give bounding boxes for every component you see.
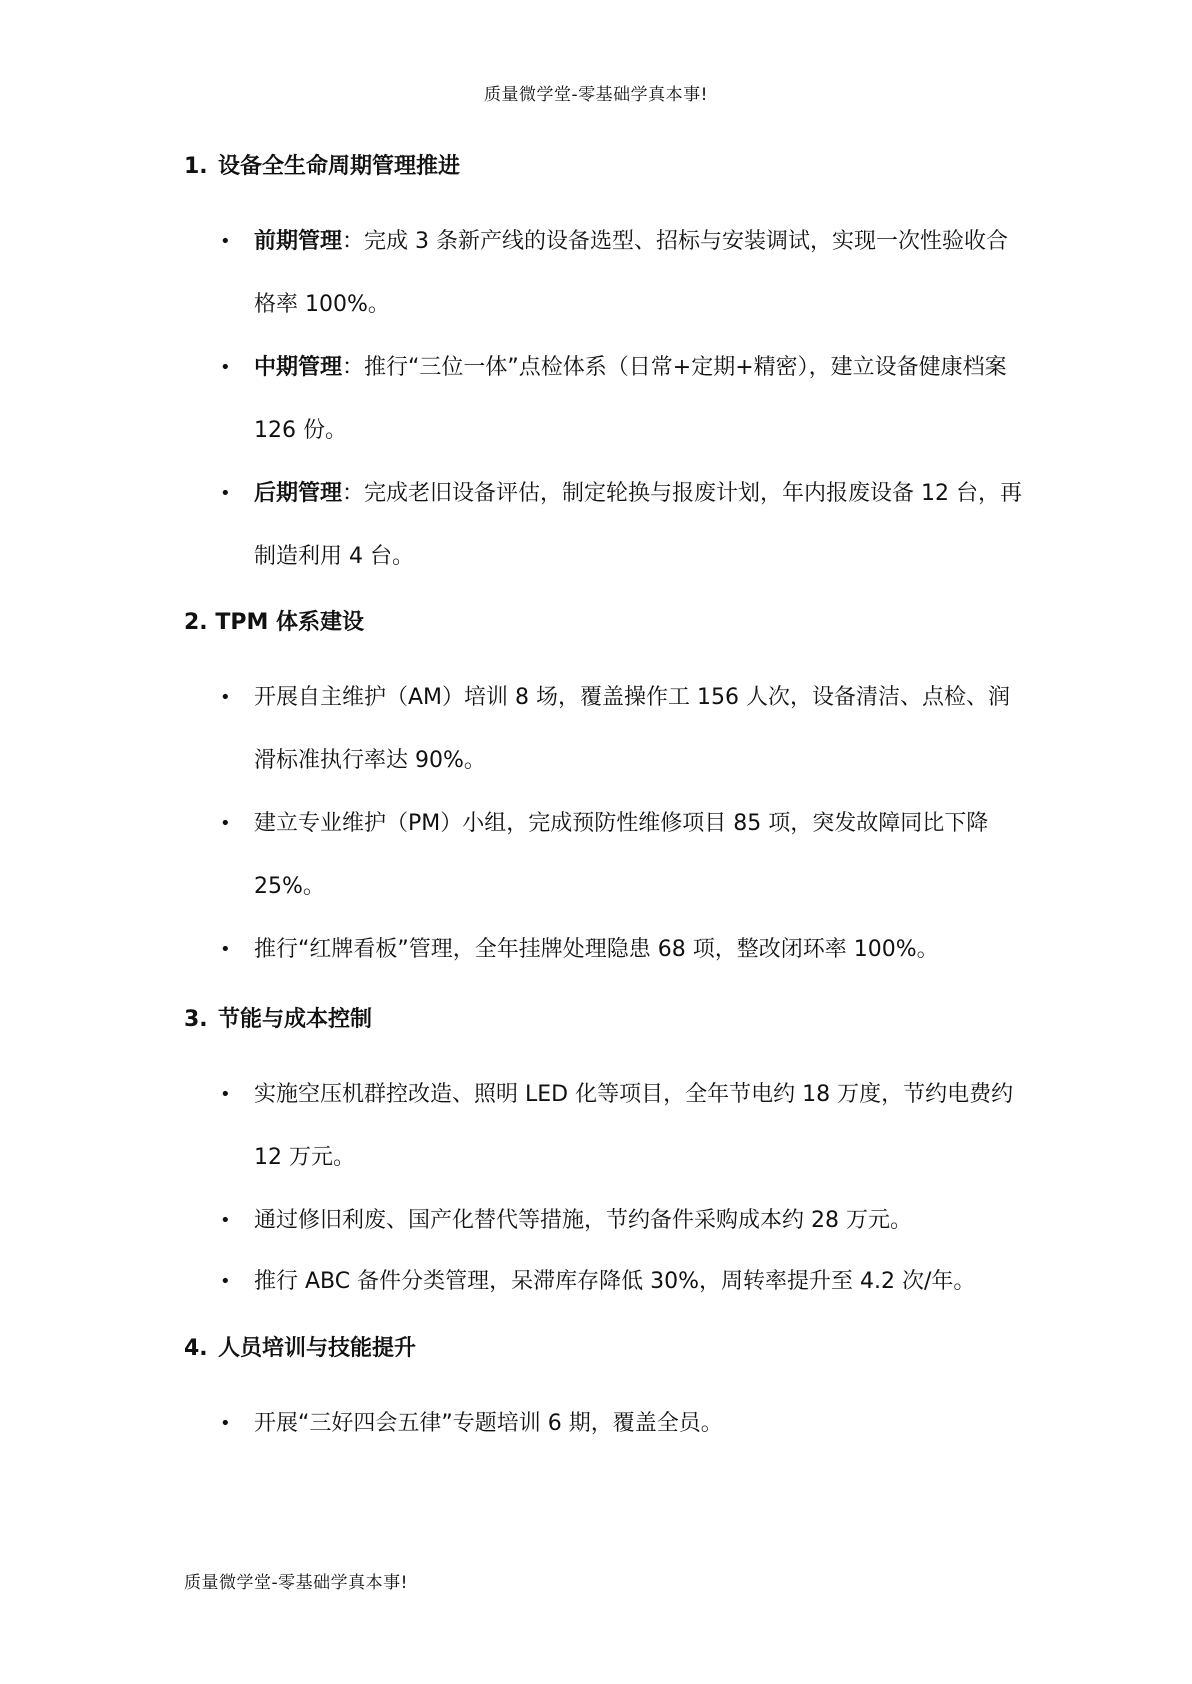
item-text: 开展自主维护（AM）培训 8 场，覆盖操作工 156 人次，设备清洁、点检、润滑标准执行率达 90%。 <box>254 685 1010 773</box>
bullet-icon: • <box>220 687 231 708</box>
item-text: ：完成老旧设备评估，制定轮换与报废计划，年内报废设备 12 台，再制造利用 4 台。 <box>254 481 1022 569</box>
bullet-list <box>184 1063 1024 1314</box>
bullet-icon: • <box>220 1210 231 1231</box>
bullet-icon: • <box>220 1271 231 1292</box>
item-text: 推行 ABC 备件分类管理，呆滞库存降低 30%，周转率提升至 4.2 次/年。 <box>254 1269 976 1294</box>
item-lead: 中期管理 <box>254 355 343 380</box>
list-item <box>184 1063 1024 1189</box>
page-footer: 质量微学堂-零基础学真本事! <box>184 1573 408 1593</box>
item-text: 开展“三好四会五律”专题培训 6 期，覆盖全员。 <box>254 1411 723 1436</box>
item-lead: 前期管理 <box>254 229 343 254</box>
section-number: 3. <box>184 1007 208 1032</box>
bullet-icon: • <box>220 1413 231 1434</box>
item-text: 推行“红牌看板”管理，全年挂牌处理隐患 68 项，整改闭环率 100%。 <box>254 937 939 962</box>
item-text: 实施空压机群控改造、照明 LED 化等项目，全年节电约 18 万度，节约电费约 12 万元。 <box>254 1082 1014 1170</box>
section-4 <box>184 1332 1024 1455</box>
bullet-icon: • <box>220 483 231 504</box>
section-title <box>184 1003 1024 1037</box>
item-text: 建立专业维护（PM）小组，完成预防性维修项目 85 项，突发故障同比下降 25%。 <box>254 811 989 899</box>
section-number: 4. <box>184 1336 208 1361</box>
document-body <box>184 150 1024 1455</box>
section-title-text: TPM 体系建设 <box>215 610 365 635</box>
section-number: 1. <box>184 154 208 179</box>
section-title-text: 人员培训与技能提升 <box>218 1336 417 1361</box>
bullet-list <box>184 210 1024 588</box>
list-item <box>184 1189 1024 1252</box>
list-item <box>184 1252 1024 1314</box>
section-title-text: 节能与成本控制 <box>218 1007 373 1032</box>
list-item <box>184 918 1024 981</box>
section-title <box>184 606 1024 640</box>
section-number: 2. <box>184 610 208 635</box>
list-item <box>184 336 1024 462</box>
list-item <box>184 1392 1024 1455</box>
bullet-icon: • <box>220 939 231 960</box>
item-lead: 后期管理 <box>254 481 343 506</box>
item-text: 通过修旧利废、国产化替代等措施，节约备件采购成本约 28 万元。 <box>254 1208 912 1233</box>
bullet-icon: • <box>220 231 231 252</box>
item-text: ：推行“三位一体”点检体系（日常+定期+精密），建立设备健康档案 126 份。 <box>254 355 1007 443</box>
page-header: 质量微学堂-零基础学真本事! <box>484 85 708 105</box>
bullet-icon: • <box>220 813 231 834</box>
section-2 <box>184 606 1024 981</box>
list-item <box>184 792 1024 918</box>
section-3 <box>184 1003 1024 1314</box>
list-item <box>184 462 1024 588</box>
bullet-list <box>184 666 1024 981</box>
section-title <box>184 1332 1024 1366</box>
item-text: ：完成 3 条新产线的设备选型、招标与安装调试，实现一次性验收合格率 100%。 <box>254 229 1009 317</box>
section-title <box>184 150 1024 184</box>
list-item <box>184 210 1024 336</box>
bullet-icon: • <box>220 357 231 378</box>
bullet-list <box>184 1392 1024 1455</box>
bullet-icon: • <box>220 1084 231 1105</box>
section-title-text: 设备全生命周期管理推进 <box>218 154 461 179</box>
list-item <box>184 666 1024 792</box>
section-1 <box>184 150 1024 588</box>
